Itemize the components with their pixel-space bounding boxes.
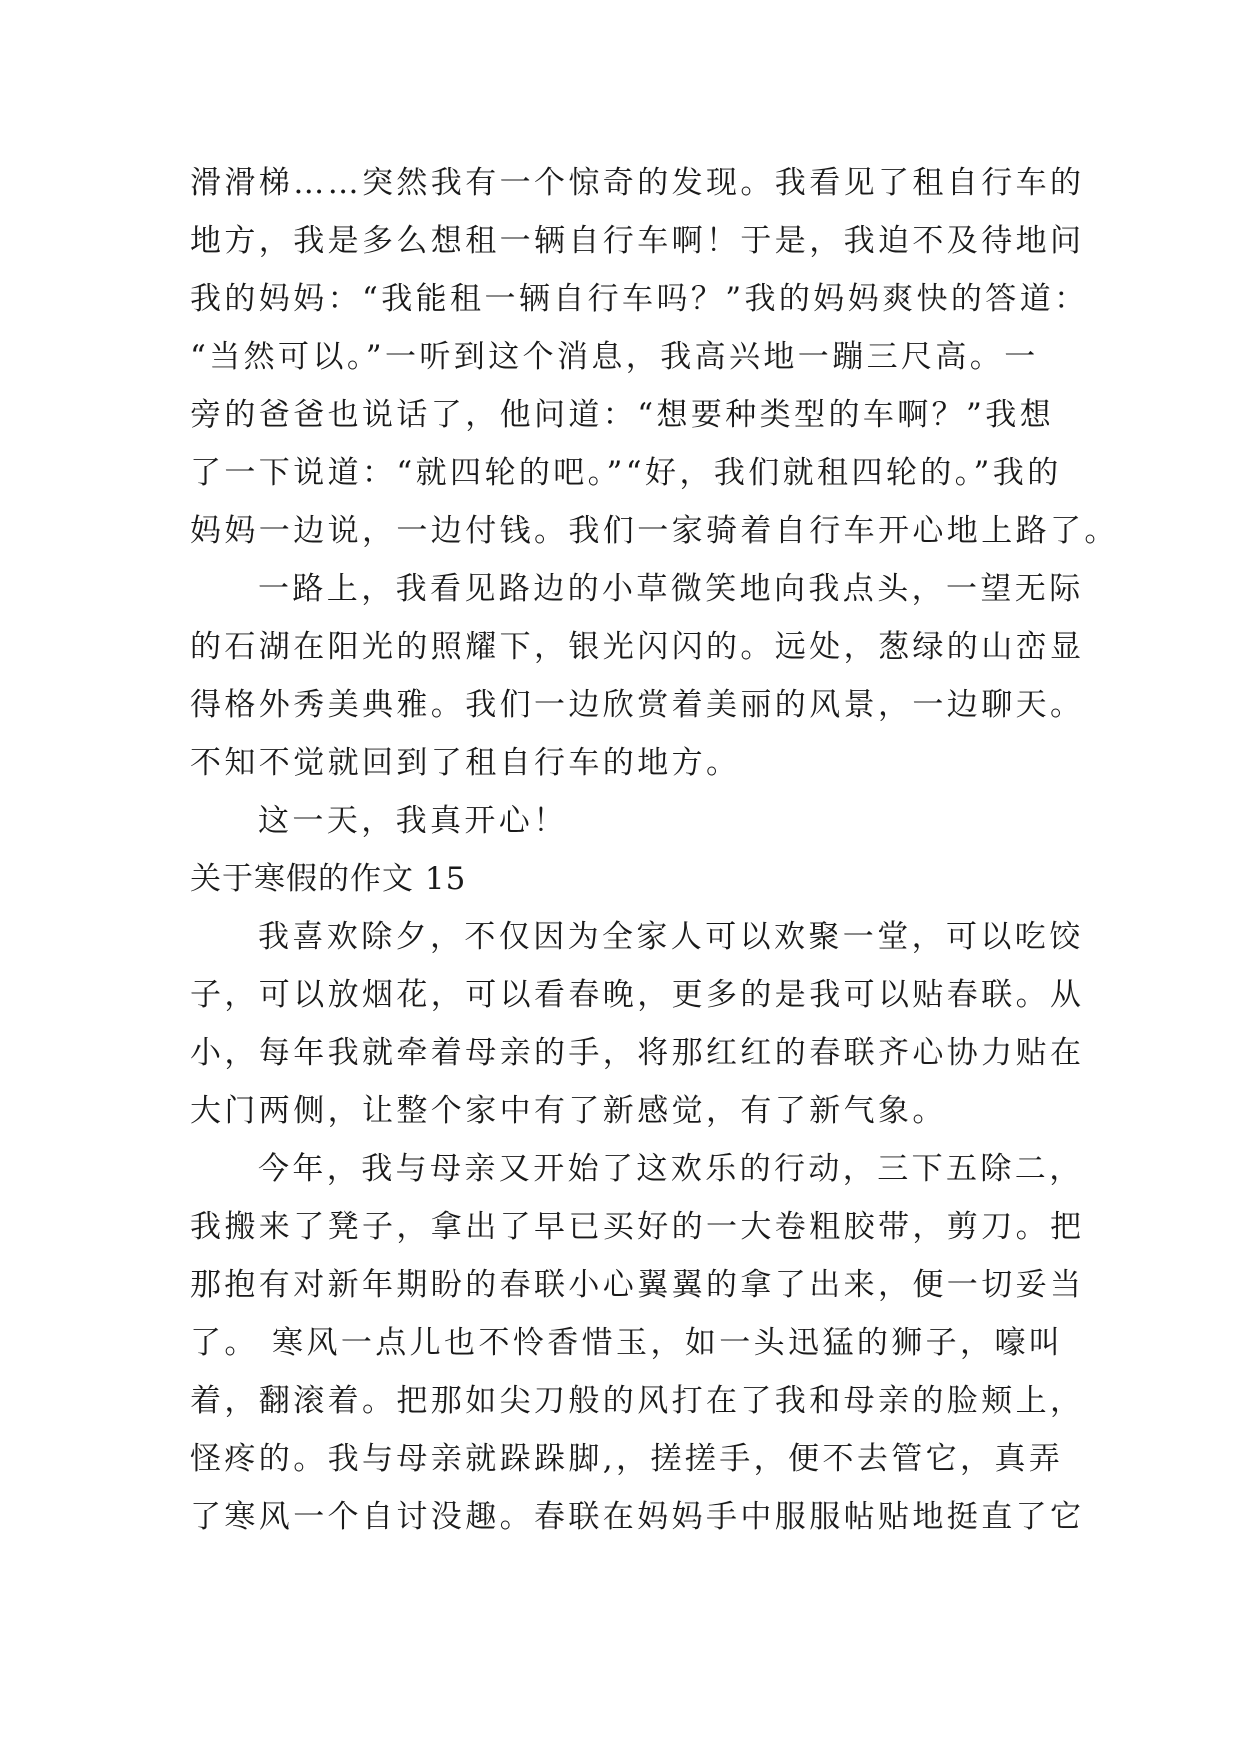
text-line: 妈妈一边说，一边付钱。我们一家骑着自行车开心地上路了。 [190,513,1119,549]
paragraph-first-line: 今年，我与母亲又开始了这欢乐的行动，三下五除二， [258,1151,1084,1187]
text-line: 那抱有对新年期盼的春联小心翼翼的拿了出来，便一切妥当 [190,1267,1085,1303]
text-line: 的石湖在阳光的照耀下，银光闪闪的。远处，葱绿的山峦显 [190,629,1085,665]
text-line: 旁的爸爸也说话了，他问道：“想要种类型的车啊？”我想 [190,397,1055,433]
text-line: 大门两侧，让整个家中有了新感觉，有了新气象。 [190,1093,947,1129]
text-line: 怪疼的。我与母亲就跺跺脚,，搓搓手，便不去管它，真弄 [190,1441,1064,1477]
text-line: “当然可以。”一听到这个消息，我高兴地一蹦三尺高。一 [190,339,1039,375]
text-line: 滑滑梯……突然我有一个惊奇的发现。我看见了租自行车的 [190,165,1085,201]
text-line: 了寒风一个自讨没趣。春联在妈妈手中服服帖贴地挺直了它 [190,1499,1085,1535]
section-heading: 关于寒假的作文 15 [190,861,467,897]
text-line: 着，翻滚着。把那如尖刀般的风打在了我和母亲的脸颊上， [190,1383,1085,1419]
text-line: 了。 寒风一点儿也不怜香惜玉，如一头迅猛的狮子，嚎叫 [190,1325,1064,1361]
text-line: 了一下说道：“就四轮的吧。”“好，我们就租四轮的。”我的 [190,455,1062,491]
text-line: 我搬来了凳子，拿出了早已买好的一大卷粗胶带，剪刀。把 [190,1209,1085,1245]
text-line: 地方，我是多么想租一辆自行车啊！于是，我迫不及待地问 [190,223,1085,259]
paragraph-first-line: 一路上，我看见路边的小草微笑地向我点头，一望无际 [258,571,1084,607]
paragraph-first-line: 我喜欢除夕，不仅因为全家人可以欢聚一堂，可以吃饺 [258,919,1084,955]
text-line: 得格外秀美典雅。我们一边欣赏着美丽的风景，一边聊天。 [190,687,1085,723]
text-line: 我的妈妈：“我能租一辆自行车吗？”我的妈妈爽快的答道： [190,281,1089,317]
text-line: 不知不觉就回到了租自行车的地方。 [190,745,741,781]
paragraph-first-line: 这一天，我真开心！ [258,803,568,839]
text-line: 小，每年我就牵着母亲的手，将那红红的春联齐心协力贴在 [190,1035,1085,1071]
text-line: 子，可以放烟花，可以看春晚，更多的是我可以贴春联。从 [190,977,1085,1013]
